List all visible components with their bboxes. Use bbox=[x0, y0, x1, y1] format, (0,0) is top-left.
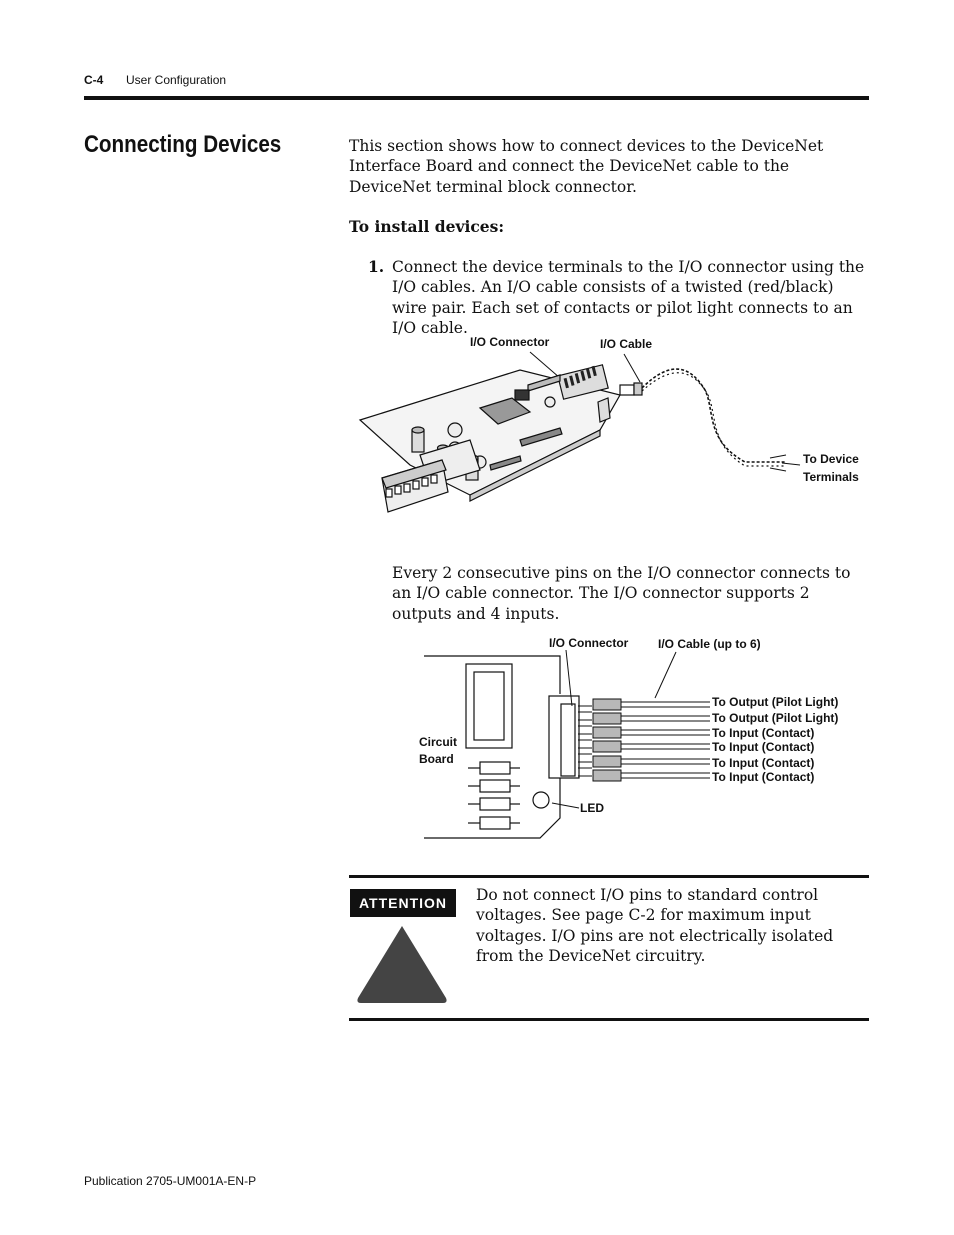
output-label: To Input (Contact) bbox=[712, 740, 815, 754]
output-label: To Output (Pilot Light) bbox=[712, 711, 839, 725]
io-cable-drawing bbox=[620, 369, 786, 471]
attention-badge: ATTENTION bbox=[350, 889, 456, 917]
output-label: To Output (Pilot Light) bbox=[712, 695, 839, 709]
output-label: To Input (Contact) bbox=[712, 770, 815, 784]
fig2-board-label-1: Circuit bbox=[419, 735, 458, 749]
chip-outline bbox=[466, 664, 512, 748]
step-text: Connect the device terminals to the I/O connector using the I/O cables. An I/O cable consists of a twisted (red/black) wire pair. Each set of contacts or pilot light connects to an I/O cable. bbox=[392, 258, 865, 337]
fig2-led-label: LED bbox=[580, 801, 604, 815]
cable-plugs bbox=[593, 699, 710, 781]
publication-footer: Publication 2705-UM001A-EN-P bbox=[84, 1174, 257, 1188]
io-connector-drawing bbox=[549, 696, 592, 778]
fig1-cable-label: I/O Cable bbox=[600, 337, 653, 351]
fig2-board-label-2: Board bbox=[419, 752, 454, 766]
header-rule bbox=[84, 96, 869, 100]
fig2-cable-label: I/O Cable (up to 6) bbox=[658, 637, 761, 651]
pins-paragraph: Every 2 consecutive pins on the I/O connector connects to an I/O cable connector. The I/O connector supports 2 outputs and 4 inputs. bbox=[392, 564, 851, 623]
output-label: To Input (Contact) bbox=[712, 756, 815, 770]
running-header bbox=[84, 73, 227, 87]
fig1-device-label-2: Terminals bbox=[803, 470, 859, 484]
resistors bbox=[468, 762, 520, 829]
fig1-connector-label: I/O Connector bbox=[470, 335, 550, 349]
attention-text: Do not connect I/O pins to standard control voltages. See page C-2 for maximum input voltages. I/O pins are not electrically isolated from the DeviceNet circuitry. bbox=[476, 886, 834, 965]
intro-paragraph: This section shows how to connect devices to the DeviceNet Interface Board and connect the DeviceNet cable to the DeviceNet terminal block connector. bbox=[349, 137, 824, 196]
fig1-device-label-1: To Device bbox=[803, 452, 859, 466]
page-number: C-4 bbox=[84, 73, 104, 87]
page-heading: Connecting Devices bbox=[84, 131, 282, 158]
interface-board-drawing bbox=[360, 365, 620, 512]
output-labels bbox=[712, 695, 838, 784]
attention-rule-bottom bbox=[349, 1018, 869, 1021]
led-drawing bbox=[533, 792, 549, 808]
procedure-title: To install devices: bbox=[349, 217, 505, 236]
step-number: 1. bbox=[368, 257, 385, 276]
output-label: To Input (Contact) bbox=[712, 726, 815, 740]
section-title: User Configuration bbox=[126, 73, 227, 87]
attention-rule-top bbox=[349, 875, 869, 878]
fig2-connector-label: I/O Connector bbox=[549, 636, 629, 650]
